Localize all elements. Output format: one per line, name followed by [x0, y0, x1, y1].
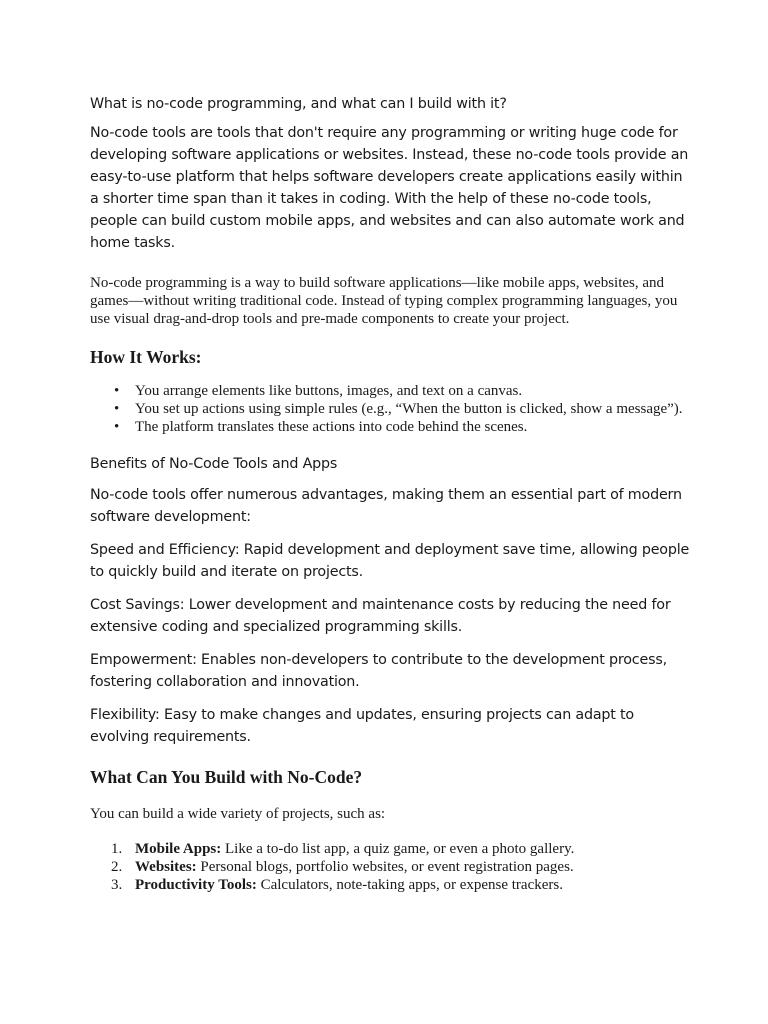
what-can-you-build-heading: What Can You Build with No-Code?	[90, 767, 363, 787]
benefit-empowerment: Empowerment: Enables non-developers to contribute to the development process, fostering collaboration and innovation.	[90, 652, 667, 690]
list-item: • You arrange elements like buttons, images, and text on a canvas.	[135, 382, 690, 400]
list-number: 2.	[111, 859, 123, 875]
benefit-flexibility: Flexibility: Easy to make changes and updates, ensuring projects can adapt to evolving requirements.	[90, 707, 634, 745]
list-item-text: Personal blogs, portfolio websites, or event registration pages.	[196, 859, 574, 875]
benefit-speed: Speed and Efficiency: Rapid development and deployment save time, allowing people to quickly build and iterate on projects.	[90, 542, 690, 580]
definition-paragraph: No-code programming is a way to build software applications—like mobile apps, websites, and games—without writing traditional code. Instead of typing complex programming languages, you use visual drag-and-drop tools and pre-made components to create your project.	[90, 275, 678, 327]
intro-paragraph: No-code tools are tools that don't require any programming or writing huge code for developing software applications or websites. Instead, these no-code tools provide an easy-to-use platform that helps software developers create applications easily within a shorter time span than it takes in coding. With the help of these no-code tools, people can build custom mobile apps, and websites and can also automate work and home tasks.	[90, 125, 689, 251]
list-number: 1.	[111, 841, 123, 857]
list-item	[111, 840, 690, 858]
list-item-label: Websites:	[135, 859, 197, 875]
list-item-text: Calculators, note-taking apps, or expense trackers.	[256, 877, 563, 893]
how-it-works-list	[90, 382, 690, 436]
build-list	[90, 840, 690, 894]
benefit-cost: Cost Savings: Lower development and maintenance costs by reducing the need for extensive coding and specialized programming skills.	[90, 597, 671, 635]
benefits-heading: Benefits of No-Code Tools and Apps	[90, 456, 338, 472]
build-intro: You can build a wide variety of projects, such as:	[90, 806, 386, 822]
list-item: • The platform translates these actions into code behind the scenes.	[135, 418, 690, 436]
list-number: 3.	[111, 877, 123, 893]
how-it-works-heading: How It Works:	[90, 347, 202, 367]
list-item	[111, 876, 690, 894]
list-item: • You set up actions using simple rules (e.g., “When the button is clicked, show a message”).	[135, 400, 690, 418]
list-item-text: Like a to-do list app, a quiz game, or even a photo gallery.	[221, 841, 575, 857]
list-item-label: Mobile Apps:	[135, 841, 222, 857]
list-item	[111, 858, 690, 876]
list-item-label: Productivity Tools:	[135, 877, 257, 893]
document-page	[90, 0, 690, 894]
question-title: What is no-code programming, and what can I build with it?	[90, 96, 507, 112]
benefits-intro: No-code tools offer numerous advantages, making them an essential part of modern software development:	[90, 487, 682, 525]
